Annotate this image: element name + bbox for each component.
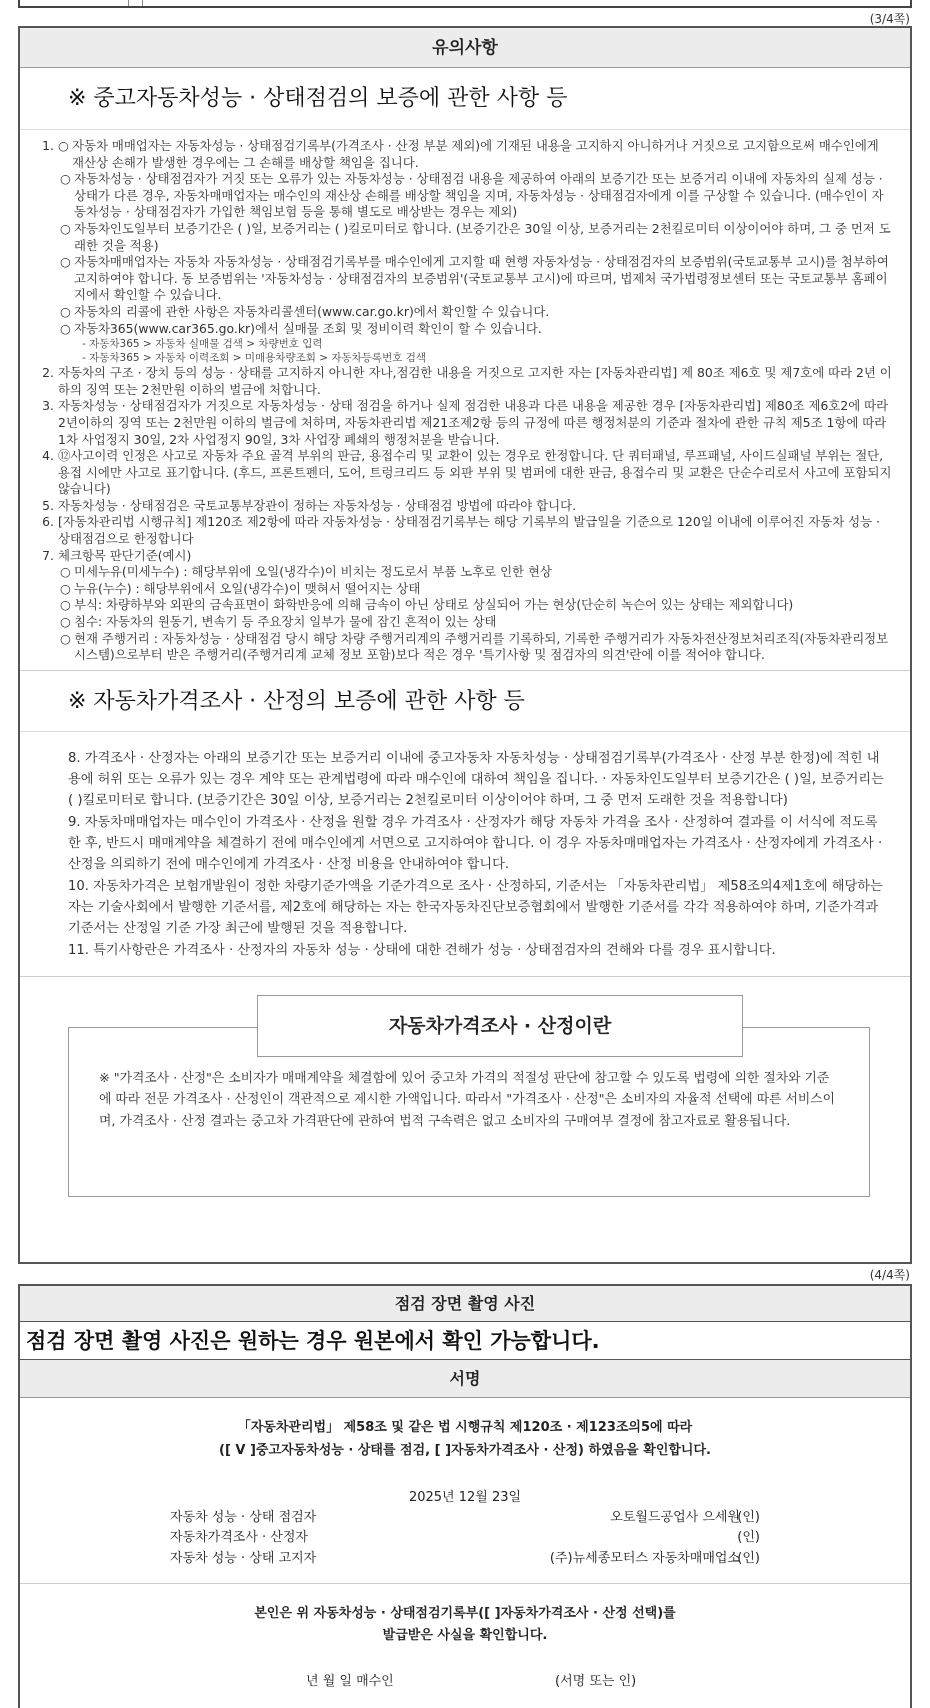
bullet-icon: ○	[60, 254, 71, 270]
bullet-icon: ○	[60, 630, 71, 646]
previous-page-edge	[18, 0, 912, 8]
note-text: 자동차성능 · 상태점검자가 거짓으로 자동차성능 · 상태 점검을 하거나 실제 점검한 내용과 다른 내용을 제공한 경우 [자동차관리법] 제80조 제6호2에 따라 2년이하의 징역 또는 2천만원 이하의 벌금에 처하며, 자동차관리법 제21조제2항 등의 규정에 따른 행정처분의 기준과 절차에 관한 규칙 제5조 1항에 따라 1차 사업정지 30일, 2차 사업정지 90일, 3차 사업장 폐쇄의 행정처분을 받습니다.	[58, 398, 889, 447]
photo-note: 점검 장면 촬영 사진은 원하는 경우 원본에서 확인 가능합니다.	[20, 1322, 910, 1360]
note-text: 자동차의 구조 · 장치 등의 성능 · 상태를 고지하지 아니한 자나,점검한 내용을 거짓으로 고지한 자는 [자동차관리법] 제 80조 제6호 및 제7호에 따라 2년 이하의 징역 또는 2천만원 이하의 벌금에 처합니다.	[58, 365, 892, 397]
note-subtext: 자동차인도일부터 보증기간은 ( )일, 보증거리는 ( )킬로미터로 합니다. (보증기간은 30일 이상, 보증거리는 2천킬로미터 이상이어야 하며, 그 중 먼저 도래한 것을 적용)	[74, 220, 891, 253]
note-text: 자동차성능 · 상태점검은 국토교통부장관이 정하는 자동차성능 · 상태점검 방법에 따라야 합니다.	[58, 497, 577, 513]
note-item	[38, 514, 894, 547]
note-subitem	[38, 171, 894, 221]
note-subtext: 자동차 매매업자는 자동차성능 · 상태점검기록부(가격조사 · 산정 부분 제외)에 기재된 내용을 고지하지 아니하거나 거짓으로 고지함으로써 매수인에게 재산상 손해가 발생한 경우에는 그 손해를 배상할 책임을 집니다.	[72, 138, 879, 170]
bullet-icon: ○	[60, 564, 71, 580]
page-number: (3/4쪽)	[869, 12, 910, 26]
note-item: 9. 자동차매매업자는 매수인이 가격조사 · 산정을 원할 경우 가격조사 · 산정자가 해당 자동차 가격을 조사 · 산정하여 결과를 이 서식에 적도록 한 후, 반드시 매매계약을 체결하기 전에 매수인에게 서면으로 고지하여야 합니다. 이 경우 자동차매매업자는 가격조사 · 산정자에게 가격조사 · 산정을 의뢰하기 전에 매수인에게 가격조사 · 산정 비용을 안내하여야 합니다.	[68, 814, 883, 872]
note-subitem	[38, 138, 894, 171]
note-subtext: 자동차매매업자는 자동차 자동차성능 · 상태점검기록부를 매수인에게 고지할 때 현행 자동차성능 · 상태점검자의 보증범위(국토교통부 고시)를 첨부하여 고지하여야 합니다. 동 보증범위는 '자동차성능 · 상태점검자의 보증범위'(국토교통부 고시)에 따르며, 법제처 국가법령정보센터 또는 국토교통부 홈페이지에서 확인할 수 있습니다.	[74, 254, 889, 303]
signer-row	[20, 1506, 910, 1526]
note-subtext: 현재 주행거리 : 자동차성능 · 상태점검 당시 해당 차량 주행거리계의 주행거리를 기록하되, 기록한 주행거리가 자동차전산정보처리조직(자동차관리정보시스템)으로부터 받은 주행거리(주행거리계 교체 정보 포함)보다 적은 경우 '특기사항 및 점검자의 의견'란에 이를 적어야 합니다.	[74, 630, 889, 663]
note-number: 4.	[42, 448, 54, 464]
note-subitem	[38, 631, 894, 664]
notice-sheet	[18, 26, 912, 1264]
note-subtext: 누유(누수) : 해당부위에서 오일(냉각수)이 맺혀서 떨어지는 상태	[74, 580, 421, 596]
note-subtext: 미세누유(미세누수) : 해당부위에 오일(냉각수)이 비치는 정도로서 부품 노후로 인한 현상	[74, 564, 552, 580]
note-number: 3.	[42, 398, 54, 414]
note-text: 체크항목 판단기준(예시)	[58, 547, 192, 563]
seal-mark: (인)	[737, 1510, 760, 1525]
note-subtext: 자동차365(www.car365.go.kr)에서 실매물 조회 및 정비이력 확인이 할 수 있습니다.	[74, 320, 542, 336]
buyer-confirmation-2: 발급받은 사실을 확인합니다.	[382, 1628, 548, 1643]
signer-name: (주)뉴세종모터스 자동차매매업소	[549, 1551, 740, 1566]
note-subitem	[38, 614, 894, 631]
buyer-confirmation: 본인은 위 자동차성능 · 상태점검기록부([ ]자동차가격조사 · 산정 선택)를	[254, 1606, 676, 1621]
note-subitem	[38, 254, 894, 304]
note-item	[38, 498, 894, 515]
note-item: 10. 자동차가격은 보험개발원이 정한 차량기준가액을 기준가격으로 조사 · 산정하되, 기준서는 「자동차관리법」 제58조의4제1호에 해당하는 자는 기술사회에서 발행한 기준서를, 제2호에 해당하는 자는 한국자동차진단보증협회에서 발행한 기준서를 각각 적용하여야 하며, 기준가격과 기준서는 산정일 기준 가장 최근에 발행된 것을 적용합니다.	[68, 878, 883, 936]
signer-role: 자동차 성능 · 상태 고지자	[170, 1551, 317, 1566]
buyer-sign-field[interactable]: (서명 또는 인)	[555, 1674, 637, 1689]
definition-title: 자동차가격조사 · 산정이란	[257, 995, 743, 1057]
page-number: (4/4쪽)	[869, 1268, 910, 1282]
note-subitem	[38, 304, 894, 321]
note-text: [자동차관리법 시행규칙] 제120조 제2항에 따라 자동차성능 · 상태점검기록부는 해당 기록부의 발급일을 기준으로 120일 이내에 이루어진 자동차 성능 · 상태점검으로 한정합니다	[58, 514, 880, 547]
signer-name: 오토월드공업사 으세원	[610, 1510, 740, 1525]
confirmation-statement: ([ V ]중고자동차성능 · 상태를 점검, [ ]자동차가격조사 · 산정) 하였음을 확인합니다.	[219, 1443, 711, 1458]
bullet-icon: ○	[58, 138, 69, 153]
signature-body	[20, 1398, 910, 1708]
definition-text: ※ "가격조사 · 산정"은 소비자가 매매계약을 체결함에 있어 중고차 가격의 적절성 판단에 참고할 수 있도록 법령에 의한 절차와 기준에 따라 전문 가격조사 · 산정인이 객관적으로 제시한 가액입니다. 따라서 "가격조사 · 산정"은 소비자의 자율적 선택에 따른 서비스이며, 가격조사 · 산정 결과는 중고차 가격판단에 관하여 법적 구속력은 없고 소비자의 구매여부 결정에 참고자료로 활용됩니다.	[99, 1070, 835, 1129]
signer-row	[20, 1547, 910, 1567]
note-subtext: 부식: 차량하부와 외판의 금속표면이 화학반응에 의해 금속이 아닌 상태로 상실되어 가는 현상(단순히 녹슨어 있는 상태는 제외합니다)	[74, 597, 794, 613]
note-item	[38, 548, 894, 565]
bullet-icon: ○	[60, 171, 71, 187]
note-subtext: 침수: 자동차의 원동기, 변속기 등 주요장치 일부가 물에 잠긴 흔적이 있는 상태	[74, 614, 497, 630]
signer-row	[20, 1526, 910, 1546]
note-item	[38, 365, 894, 398]
definition-panel	[20, 977, 910, 1205]
bullet-icon: ○	[60, 580, 71, 596]
note-item: 8. 가격조사 · 산정자는 아래의 보증기간 또는 보증거리 이내에 중고자동차 자동차성능 · 상태점검기록부(가격조사 · 산정 부분 한정)에 적힌 내용에 허위 또는 오류가 있는 경우 계약 또는 관계법령에 따라 매수인에 대하여 책임을 집니다. · 자동차인도일부터 보증기간은 ( )일, 보증거리는 ( )킬로미터로 합니다. (보증기간은 30일 이상, 보증거리는 2천킬로미터 이상이어야 하며, 그 중 먼저 도래한 것을 적용합니다)	[68, 750, 884, 808]
note-subitem	[38, 564, 894, 581]
note-text: ⑫사고이력 인정은 사고로 자동차 주요 골격 부위의 판금, 용접수리 및 교환이 있는 경우로 한정합니다. 단 쿼터패널, 루프패널, 사이드실패널 부위는 절단, 용접 시에만 사고로 표기합니다. (후드, 프론트펜더, 도어, 트렁크리드 등 외판 부위 및 범퍼에 대한 판금, 용접수리 및 교환은 단순수리로서 사고에 포함되지 않습니다)	[58, 448, 892, 497]
note-subtext: 자동차성능 · 상태점검자가 거짓 또는 오류가 있는 자동차성능 · 상태점검 내용을 제공하여 아래의 보증기간 또는 보증거리 이내에 자동차의 실제 성능 · 상태가 다른 경우, 자동차매매업자는 매수인의 재산상 손해를 배상할 책임을 지며, 자동차성능 · 상태점검자에게 이를 구상할 수 있습니다. (매수인이 자동차성능 · 상태점검자가 가입한 책임보험 등을 통해 별도로 배상받는 경우는 제외)	[74, 171, 884, 220]
seal-mark: (인)	[737, 1530, 760, 1545]
section-title-performance-warranty: ※ 중고자동차성능 · 상태점검의 보증에 관한 사항 등	[20, 68, 910, 130]
bullet-icon: ○	[60, 597, 71, 613]
note-number: 6.	[42, 514, 54, 530]
note-number: 5.	[42, 497, 54, 513]
signature-section-title: 서명	[20, 1360, 910, 1398]
bullet-icon: ○	[60, 320, 71, 336]
note-number: 7.	[42, 547, 54, 563]
buyer-date-label: 년 월 일 매수인	[306, 1674, 394, 1689]
note-number: 2.	[42, 365, 54, 381]
note-subtext: 자동차의 리콜에 관한 사항은 자동차리콜센터(www.car.go.kr)에서 확인할 수 있습니다.	[74, 303, 550, 319]
note-subitem	[38, 581, 894, 598]
buyer-signature-line	[20, 1670, 910, 1690]
note-subitem	[38, 321, 894, 338]
signer-role: 자동차 성능 · 상태 점검자	[170, 1510, 317, 1525]
bullet-icon: ○	[60, 614, 71, 630]
note-subitem	[38, 221, 894, 254]
performance-notes	[20, 130, 910, 670]
section-title-price-warranty: ※ 자동차가격조사 · 산정의 보증에 관한 사항 등	[20, 670, 910, 732]
issue-date: 2025년 12월 23일	[408, 1490, 522, 1505]
bullet-icon: ○	[60, 303, 71, 319]
note-item: 11. 특기사항란은 가격조사 · 산정자의 자동차 성능 · 상태에 대한 견해가 성능 · 상태점검자의 견해와 다를 경우 표시합니다.	[68, 942, 776, 958]
notice-title: 유의사항	[20, 28, 910, 68]
seal-mark: (인)	[737, 1551, 760, 1566]
note-item	[38, 398, 894, 448]
note-item	[38, 448, 894, 498]
note-subitem	[38, 597, 894, 614]
photo-section-title: 점검 장면 촬영 사진	[20, 1286, 910, 1322]
signer-role: 자동차가격조사 · 산정자	[170, 1530, 308, 1545]
note-path: - 자동차365 > 자동차 이력조회 > 미매용차량조회 > 자동차등록번호 검색	[82, 352, 426, 365]
note-path: - 자동차365 > 자동차 실매물 검색 > 차량번호 입력	[82, 338, 323, 351]
signature-sheet	[18, 1284, 912, 1708]
note-number: 1.	[42, 138, 54, 153]
bullet-icon: ○	[60, 220, 71, 236]
legal-basis-line: 「자동차관리법」 제58조 및 같은 법 시행규칙 제120조 · 제123조의5에 따라	[237, 1420, 693, 1435]
price-notes	[20, 732, 910, 976]
